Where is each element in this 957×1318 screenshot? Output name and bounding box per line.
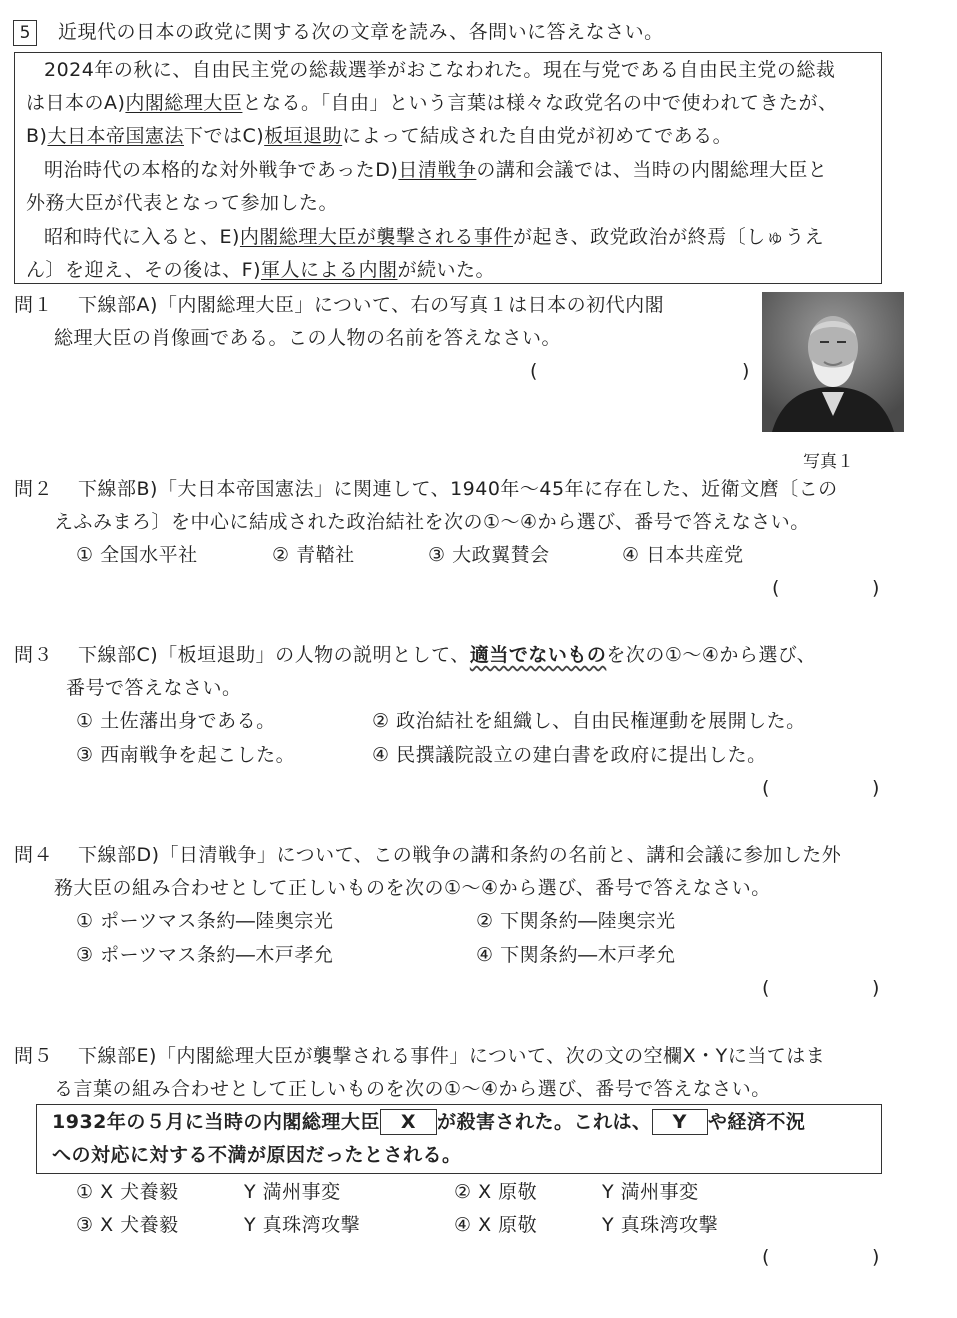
q2-option-3: ③ 大政翼賛会 xyxy=(428,544,550,566)
q5-option-1-y: Y 満州事変 xyxy=(244,1181,341,1203)
section-instruction: 近現代の日本の政党に関する次の文章を読み、各問いに答えなさい。 xyxy=(58,21,664,43)
q3-paren-open: ( xyxy=(762,777,770,799)
q4-paren-open: ( xyxy=(762,977,770,999)
q5-option-1: ① X 犬養毅 xyxy=(76,1181,179,1203)
q5-paren-close: ) xyxy=(872,1246,880,1268)
q5-paren-open: ( xyxy=(762,1246,770,1268)
q5-option-3-y: Y 真珠湾攻撃 xyxy=(244,1214,361,1236)
passage-line-2: は日本のA)内閣総理大臣となる。「自由」という言葉は様々な政党名の中で使われてきたが、 xyxy=(26,92,838,114)
passage-line-7: ん〕を迎え、その後は、F)軍人による内閣が続いた。 xyxy=(26,259,496,281)
q5-option-4: ④ X 原敬 xyxy=(454,1214,538,1236)
q2-label: 問２ xyxy=(14,478,54,500)
q3-label: 問３ xyxy=(14,644,54,666)
passage-line-1: 2024年の秋に、自由民主党の総裁選挙がおこなわれた。現在与党である自由民主党の総裁 xyxy=(44,59,836,81)
q5-option-4-y: Y 真珠湾攻撃 xyxy=(602,1214,719,1236)
q1-text-line-1: 下線部A)「内閣総理大臣」について、右の写真１は日本の初代内閣 xyxy=(78,294,665,316)
q3-option-3: ③ 西南戦争を起こした。 xyxy=(76,744,296,766)
passage-line-6: 昭和時代に入ると、E)内閣総理大臣が襲撃される事件が起き、政党政治が終焉〔しゅうえ xyxy=(44,226,825,248)
q3-paren-close: ) xyxy=(872,777,880,799)
q5-box-line-1: 1932年の５月に当時の内閣総理大臣 X が殺害された。これは、 Y や経済不況 xyxy=(52,1111,806,1133)
underline-b: 大日本帝国憲法 xyxy=(47,125,184,147)
blank-y: Y xyxy=(652,1109,708,1135)
underline-c: 板垣退助 xyxy=(264,125,343,147)
q5-option-2-y: Y 満州事変 xyxy=(602,1181,699,1203)
emphasis-not-appropriate: 適当でないもの xyxy=(469,644,607,666)
q5-box-line-2: への対応に対する不満が原因だったとされる。 xyxy=(52,1144,462,1166)
q4-option-1: ① ポーツマス条約―陸奥宗光 xyxy=(76,910,334,932)
q5-label: 問５ xyxy=(14,1045,54,1067)
q5-text-line-1: 下線部E)「内閣総理大臣が襲撃される事件」について、次の文の空欄X・Yに当てはま xyxy=(78,1045,826,1067)
q4-label: 問４ xyxy=(14,844,54,866)
q1-paren-close: ) xyxy=(742,360,750,382)
q2-option-1: ① 全国水平社 xyxy=(76,544,198,566)
underline-d: 日清戦争 xyxy=(398,159,477,181)
q2-option-4: ④ 日本共産党 xyxy=(622,544,744,566)
q5-option-3: ③ X 犬養毅 xyxy=(76,1214,179,1236)
q1-text-line-2: 総理大臣の肖像画である。この人物の名前を答えなさい。 xyxy=(54,327,562,349)
photo-caption: 写真１ xyxy=(803,452,854,472)
q2-paren-close: ) xyxy=(872,577,880,599)
q4-text-line-2: 務大臣の組み合わせとして正しいものを次の①〜④から選び、番号で答えなさい。 xyxy=(54,877,771,899)
section-number: 5 xyxy=(13,20,37,46)
q4-text-line-1: 下線部D)「日清戦争」について、この戦争の講和条約の名前と、講和会議に参加した外 xyxy=(78,844,842,866)
q2-paren-open: ( xyxy=(772,577,780,599)
passage-line-4: 明治時代の本格的な対外戦争であったD)日清戦争の講和会議では、当時の内閣総理大臣と xyxy=(44,159,828,181)
q2-text-line-2: えふみまろ〕を中心に結成された政治結社を次の①〜④から選び、番号で答えなさい。 xyxy=(54,511,810,533)
q4-option-2: ② 下関条約―陸奥宗光 xyxy=(476,910,676,932)
q1-label: 問１ xyxy=(14,294,54,316)
q1-paren-open: ( xyxy=(530,360,538,382)
passage-line-3: B)大日本帝国憲法下ではC)板垣退助によって結成された自由党が初めてである。 xyxy=(26,125,733,147)
q3-option-2: ② 政治結社を組織し、自由民権運動を展開した。 xyxy=(372,710,806,732)
q3-option-1: ① 土佐藩出身である。 xyxy=(76,710,276,732)
underline-e: 内閣総理大臣が襲撃される事件 xyxy=(239,226,513,248)
portrait-photo xyxy=(762,292,904,432)
q4-paren-close: ) xyxy=(872,977,880,999)
q5-text-line-2: る言葉の組み合わせとして正しいものを次の①〜④から選び、番号で答えなさい。 xyxy=(54,1078,771,1100)
q3-text-line-2: 番号で答えなさい。 xyxy=(66,677,242,699)
q4-option-4: ④ 下関条約―木戸孝允 xyxy=(476,944,676,966)
passage-line-5: 外務大臣が代表となって参加した。 xyxy=(26,192,339,214)
q5-option-2: ② X 原敬 xyxy=(454,1181,538,1203)
q4-option-3: ③ ポーツマス条約―木戸孝允 xyxy=(76,944,334,966)
underline-f: 軍人による内閣 xyxy=(260,259,398,281)
blank-x: X xyxy=(380,1109,437,1135)
underline-a: 内閣総理大臣 xyxy=(125,92,243,114)
q3-option-4: ④ 民撰議院設立の建白書を政府に提出した。 xyxy=(372,744,767,766)
q3-text-line-1: 下線部C)「板垣退助」の人物の説明として、適当でないものを次の①〜④から選び、 xyxy=(78,644,817,666)
q2-text-line-1: 下線部B)「大日本帝国憲法」に関連して、1940年〜45年に存在した、近衛文麿〔この xyxy=(78,478,838,500)
q2-option-2: ② 青鞜社 xyxy=(272,544,355,566)
